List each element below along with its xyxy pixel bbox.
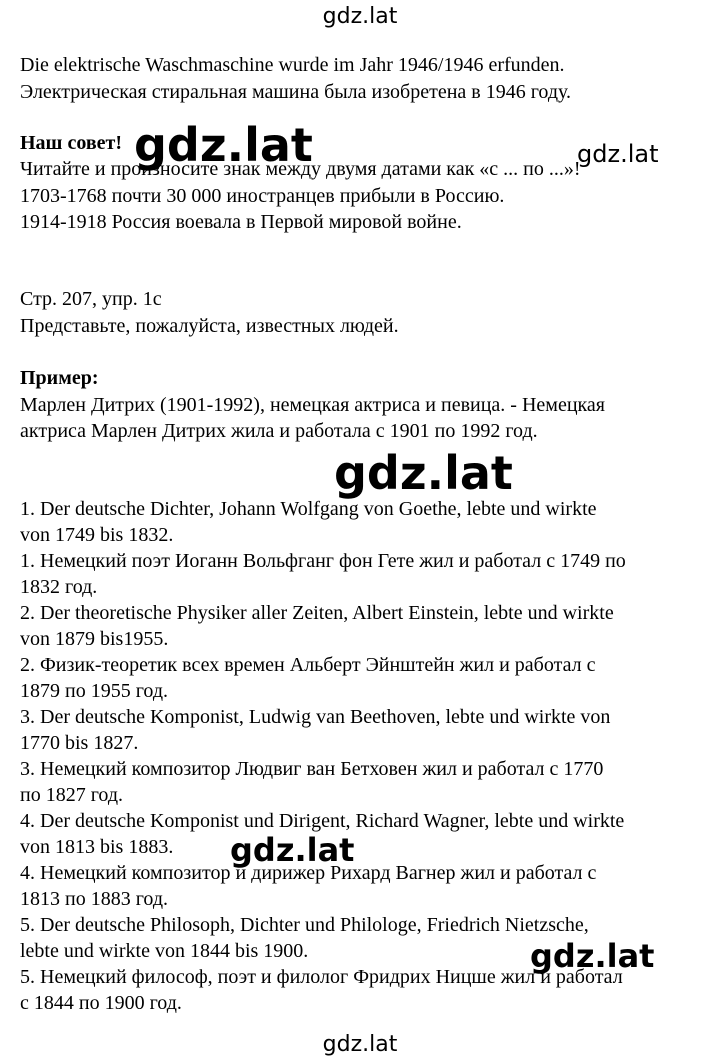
item-1-ru-line-1: 1. Немецкий поэт Иоганн Вольфганг фон Гете жил и работал с 1749 по	[20, 550, 626, 572]
item-1-de-line-2: von 1749 bis 1832.	[20, 524, 174, 546]
watermark-bottom: gdz.lat	[322, 1032, 398, 1057]
item-1-ru-line-2: 1832 год.	[20, 576, 98, 598]
item-5-de-line-2: lebte und wirkte von 1844 bis 1900.	[20, 940, 309, 962]
item-5-ru-line-2: с 1844 по 1900 год.	[20, 992, 182, 1014]
watermark-large-2: gdz.lat	[334, 446, 513, 500]
text-line-6: 1914-1918 Россия воевала в Первой мировой войне.	[20, 211, 462, 233]
item-2-de-line-1: 2. Der theoretische Physiker aller Zeiten, Albert Einstein, lebte und wirkte	[20, 602, 614, 624]
item-5-de-line-1: 5. Der deutsche Philosoph, Dichter und Philologe, Friedrich Nietzsche,	[20, 914, 589, 936]
item-4-de-line-2: von 1813 bis 1883.	[20, 836, 174, 858]
item-3-de-line-1: 3. Der deutsche Komponist, Ludwig van Beethoven, lebte und wirkte von	[20, 706, 611, 728]
exercise-reference: Стр. 207, упр. 1с	[20, 288, 162, 310]
example-line-2: актриса Марлен Дитрих жила и работала с 1901 по 1992 год.	[20, 420, 538, 442]
example-heading: Пример:	[20, 367, 99, 389]
item-2-de-line-2: von 1879 bis1955.	[20, 628, 169, 650]
item-4-ru-line-2: 1813 по 1883 год.	[20, 888, 169, 910]
item-5-ru-line-1: 5. Немецкий философ, поэт и филолог Фридрих Ницше жил и работал	[20, 966, 623, 988]
item-3-ru-line-2: по 1827 год.	[20, 784, 124, 806]
text-line-4: Читайте и произносите знак между двумя датами как «с ... по ...»!	[20, 158, 581, 180]
text-line-1: Die elektrische Waschmaschine wurde im Jahr 1946/1946 erfunden.	[20, 54, 565, 76]
item-3-de-line-2: 1770 bis 1827.	[20, 732, 139, 754]
advice-heading: Наш совет!	[20, 132, 122, 154]
example-line-1: Марлен Дитрих (1901-1992), немецкая актриса и певица. - Немецкая	[20, 394, 606, 416]
item-2-ru-line-1: 2. Физик-теоретик всех времен Альберт Эйнштейн жил и работал с	[20, 654, 596, 676]
item-1-de-line-1: 1. Der deutsche Dichter, Johann Wolfgang von Goethe, lebte und wirkte	[20, 498, 597, 520]
item-3-ru-line-1: 3. Немецкий композитор Людвиг ван Бетховен жил и работал с 1770	[20, 758, 604, 780]
text-line-5: 1703-1768 почти 30 000 иностранцев прибыли в Россию.	[20, 185, 505, 207]
watermark-large-1: gdz.lat	[134, 118, 313, 172]
watermark-medium-1: gdz.lat	[230, 831, 355, 869]
watermark-medium-2: gdz.lat	[530, 937, 655, 975]
watermark-small-1: gdz.lat	[577, 140, 659, 168]
item-4-de-line-1: 4. Der deutsche Komponist und Dirigent, Richard Wagner, lebte und wirkte	[20, 810, 625, 832]
item-4-ru-line-1: 4. Немецкий композитор и дирижер Рихард Вагнер жил и работал с	[20, 862, 597, 884]
exercise-instruction: Представьте, пожалуйста, известных людей.	[20, 315, 399, 337]
text-line-2: Электрическая стиральная машина была изобретена в 1946 году.	[20, 81, 572, 103]
item-2-ru-line-2: 1879 по 1955 год.	[20, 680, 169, 702]
watermark-top: gdz.lat	[322, 4, 398, 29]
